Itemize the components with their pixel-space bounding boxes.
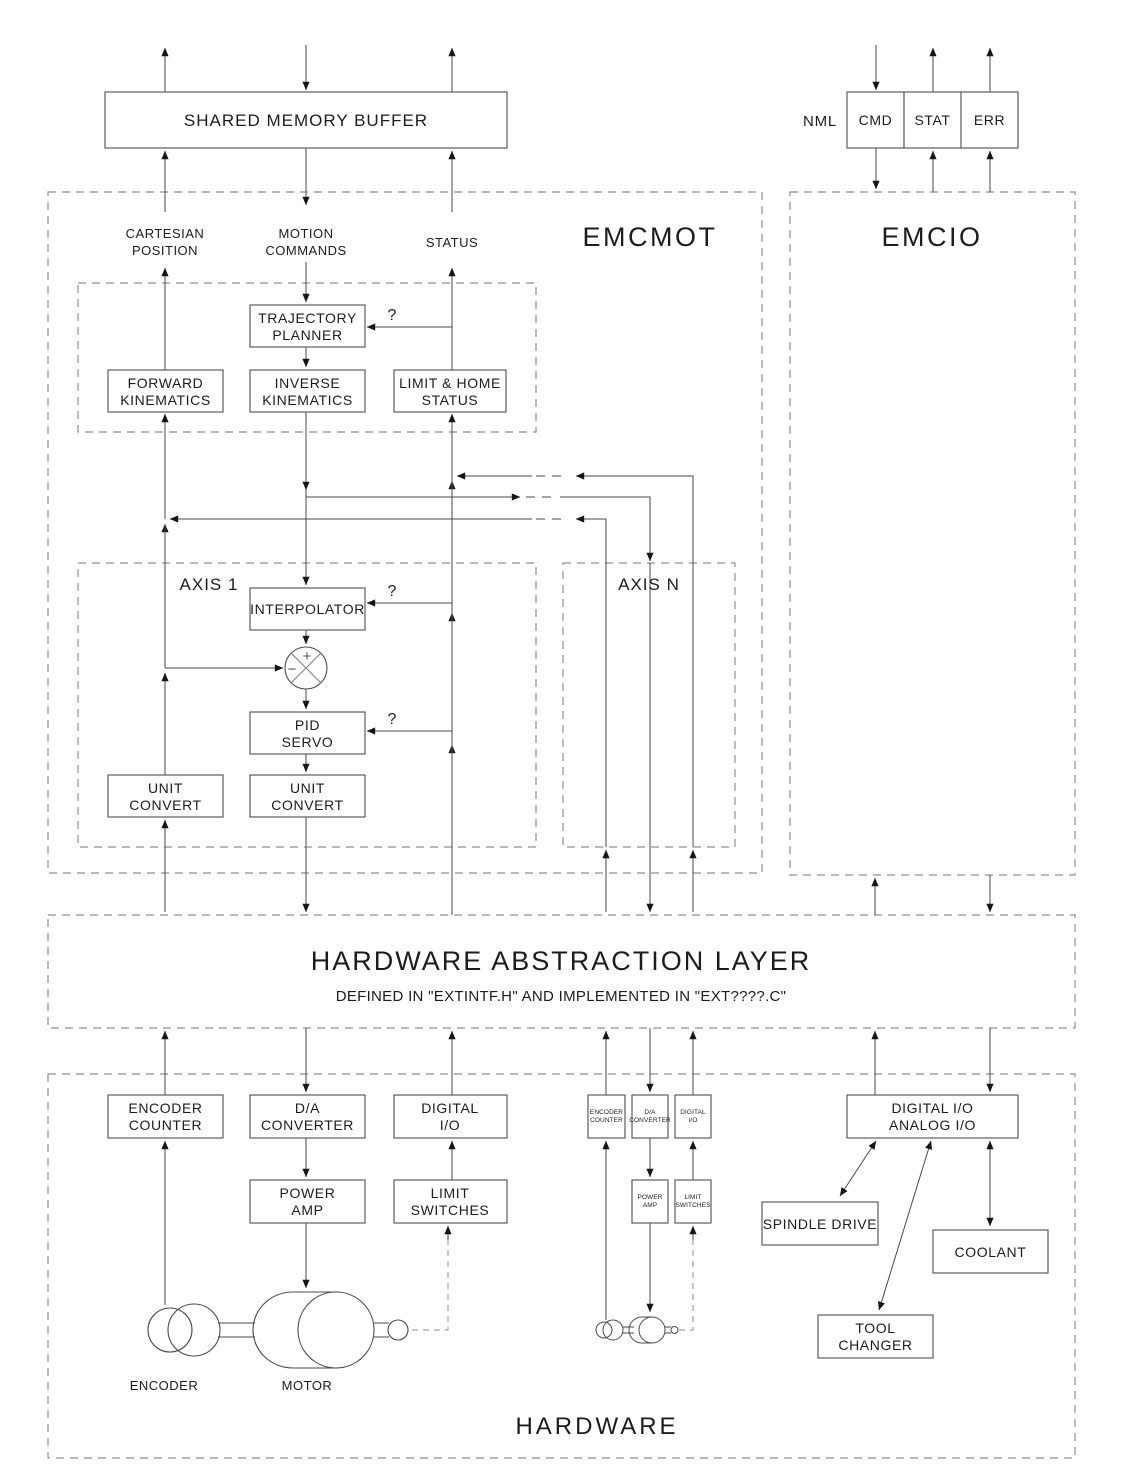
motor-drawing-label: MOTOR xyxy=(281,1378,333,1393)
da-converter-small-label-line1: D/A xyxy=(644,1109,656,1116)
nml-err-label: ERR xyxy=(973,112,1006,128)
tool-changer-label-line2: CHANGER xyxy=(838,1337,913,1353)
pid-servo-label-line2: SERVO xyxy=(281,734,334,750)
inverse-kinematics-label-line2: KINEMATICS xyxy=(262,392,353,408)
pid-servo-label-line1: PID xyxy=(294,717,321,733)
encoder-counter-label-line1: ENCODER xyxy=(128,1100,203,1116)
unit-convert-right-label-line1: UNIT xyxy=(289,780,326,796)
emcio-section-outline xyxy=(790,192,1075,875)
axis1-title: AXIS 1 xyxy=(179,575,239,594)
hal-title: HARDWARE ABSTRACTION LAYER xyxy=(310,946,812,976)
trajectory-planner-label-line2: PLANNER xyxy=(272,327,343,343)
power-amp-small-label-line2: AMP xyxy=(642,1202,658,1209)
digital-analog-io-label-line2: ANALOG I/O xyxy=(889,1117,976,1133)
summing-plus-sign: + xyxy=(302,648,312,665)
shared-memory-buffer-label: SHARED MEMORY BUFFER xyxy=(183,111,429,130)
summing-minus-sign: − xyxy=(287,661,297,678)
question-mark-trajectory: ? xyxy=(387,307,397,324)
summing-junction xyxy=(285,647,327,689)
emcmot-section-outline xyxy=(48,192,762,873)
power-amp-label-line1: POWER xyxy=(279,1185,336,1201)
motion-commands-label-line1: MOTION xyxy=(278,226,334,241)
nml-label: NML xyxy=(802,113,838,130)
cartesian-position-label-line1: CARTESIAN xyxy=(125,226,205,241)
unit-convert-left-label-line1: UNIT xyxy=(147,780,184,796)
motion-commands-label-line2: COMMANDS xyxy=(265,243,347,258)
da-converter-label-line1: D/A xyxy=(294,1100,321,1116)
digital-io-small-label-line1: DIGITAL xyxy=(680,1109,706,1116)
spindle-drive-label: SPINDLE DRIVE xyxy=(762,1216,878,1232)
encoder-counter-small-label-line2: COUNTER xyxy=(590,1117,623,1124)
limit-switches-label-line1: LIMIT xyxy=(430,1185,470,1201)
component-boxes xyxy=(105,92,1048,1358)
nml-cmd-label: CMD xyxy=(858,112,893,128)
coolant-label: COOLANT xyxy=(954,1244,1027,1260)
limit-home-status-label-line1: LIMIT & HOME xyxy=(399,375,501,391)
hardware-title: HARDWARE xyxy=(515,1413,679,1440)
hal-subtitle: DEFINED IN "EXTINTF.H" AND IMPLEMENTED IN "EXT????.C" xyxy=(335,988,787,1005)
emcmot-title: EMCMOT xyxy=(582,222,718,252)
encoder-counter-small-label-line1: ENCODER xyxy=(589,1109,624,1116)
interpolator-label: INTERPOLATOR xyxy=(250,601,365,617)
axisn-outline xyxy=(563,563,735,847)
digital-io-label-line1: DIGITAL xyxy=(421,1100,479,1116)
encoder-motor-small-drawing xyxy=(596,1317,678,1343)
limit-home-status-label-line2: STATUS xyxy=(421,392,479,408)
limit-switches-small-label-line1: LIMIT xyxy=(684,1194,702,1201)
status-label: STATUS xyxy=(425,235,479,250)
question-mark-pid: ? xyxy=(387,711,397,728)
emcio-title: EMCIO xyxy=(881,222,983,252)
forward-kinematics-label-line1: FORWARD xyxy=(127,375,204,391)
question-mark-interpolator: ? xyxy=(387,583,397,600)
encoder-drawing-label: ENCODER xyxy=(129,1378,199,1393)
digital-analog-io-label-line1: DIGITAL I/O xyxy=(891,1100,974,1116)
cartesian-position-label-line2: POSITION xyxy=(131,243,199,258)
digital-io-label-line2: I/O xyxy=(439,1117,461,1133)
da-converter-label-line2: CONVERTER xyxy=(260,1117,355,1133)
limit-switches-small-label-line2: SWITCHES xyxy=(675,1202,711,1209)
unit-convert-left-label-line2: CONVERT xyxy=(129,797,202,813)
encoder-counter-label-line2: COUNTER xyxy=(128,1117,203,1133)
limit-switches-label-line2: SWITCHES xyxy=(410,1202,490,1218)
nml-stat-label: STAT xyxy=(914,112,951,128)
digital-io-small-label-line2: I/O xyxy=(688,1117,698,1124)
forward-kinematics-label-line2: KINEMATICS xyxy=(120,392,211,408)
inverse-kinematics-label-line1: INVERSE xyxy=(274,375,341,391)
encoder-motor-drawing xyxy=(148,1292,408,1368)
unit-convert-right-label-line2: CONVERT xyxy=(271,797,344,813)
power-amp-label-line2: AMP xyxy=(291,1202,324,1218)
trajectory-planner-label-line1: TRAJECTORY xyxy=(258,310,357,326)
axisn-title: AXIS N xyxy=(618,575,680,594)
power-amp-small-label-line1: POWER xyxy=(637,1194,663,1201)
da-converter-small-label-line2: CONVERTER xyxy=(629,1117,671,1124)
tool-changer-label-line1: TOOL xyxy=(855,1320,896,1336)
